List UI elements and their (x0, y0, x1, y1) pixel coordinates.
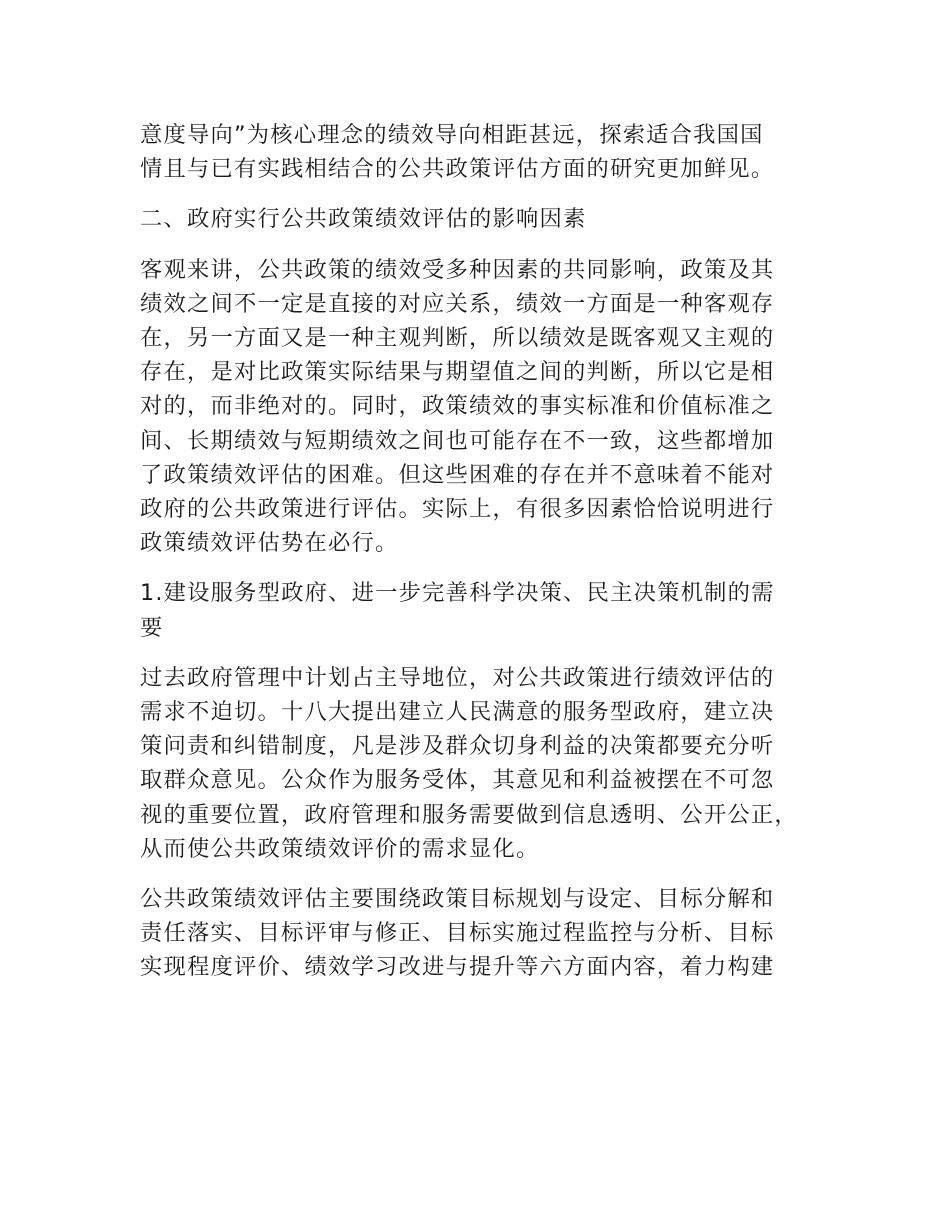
text-line: 公共政策绩效评估主要围绕政策目标规划与设定、目标分解和 (140, 886, 775, 913)
text-line: 视的重要位置，政府管理和服务需要做到信息透明、公开公正， (140, 801, 798, 828)
text-line: 在，另一方面又是一种主观判断，所以绩效是既客观又主观的 (140, 325, 775, 352)
text-line: 了政策绩效评估的困难。但这些困难的存在并不意味着不能对 (140, 461, 775, 488)
text-line: 需求不迫切。十八大提出建立人民满意的服务型政府，建立决 (140, 699, 775, 726)
text-line: 政策绩效评估势在必行。 (140, 530, 399, 557)
paragraph-service-government (140, 661, 820, 866)
text-line: 存在，是对比政策实际结果与期望值之间的判断，所以它是相 (140, 359, 775, 386)
heading-line: 要 (140, 614, 164, 641)
text-line: 间、长期绩效与短期绩效之间也可能存在不一致，这些都增加 (140, 427, 775, 454)
paragraph-intro-continuation (140, 118, 820, 186)
paragraph-evaluation-content (140, 882, 820, 985)
text-line: 绩效之间不一定是直接的对应关系，绩效一方面是一种客观存 (140, 290, 775, 317)
text-line: 政府的公共政策进行评估。实际上，有很多因素恰恰说明进行 (140, 496, 775, 523)
text-line: 责任落实、目标评审与修正、目标实施过程监控与分析、目标 (140, 920, 775, 947)
text-line: 从而使公共政策绩效评价的需求显化。 (140, 835, 540, 862)
text-line: 意度导向”为核心理念的绩效导向相距甚远，探索适合我国国 (140, 122, 764, 148)
text-line: 情且与已有实践相结合的公共政策评估方面的研究更加鲜见。 (140, 156, 775, 183)
text-line: 对的，而非绝对的。同时，政策绩效的事实标准和价值标准之 (140, 393, 775, 420)
text-line: 取群众意见。公众作为服务受体，其意见和利益被摆在不可忽 (140, 767, 775, 794)
heading-line: 二、政府实行公共政策绩效评估的影响因素 (140, 206, 587, 233)
section-heading-2 (140, 202, 820, 236)
text-line: 客观来讲，公共政策的绩效受多种因素的共同影响，政策及其 (140, 256, 775, 283)
text-line: 实现程度评价、绩效学习改进与提升等六方面内容，着力构建 (140, 954, 775, 981)
heading-line: 1.建设服务型政府、进一步完善科学决策、民主决策机制的需 (140, 580, 775, 607)
document-page (140, 118, 820, 985)
text-line: 过去政府管理中计划占主导地位，对公共政策进行绩效评估的 (140, 664, 775, 691)
subsection-heading-1 (140, 576, 820, 644)
paragraph-influence-factors (140, 253, 820, 561)
text-line: 策问责和纠错制度，凡是涉及群众切身利益的决策都要充分听 (140, 733, 775, 760)
